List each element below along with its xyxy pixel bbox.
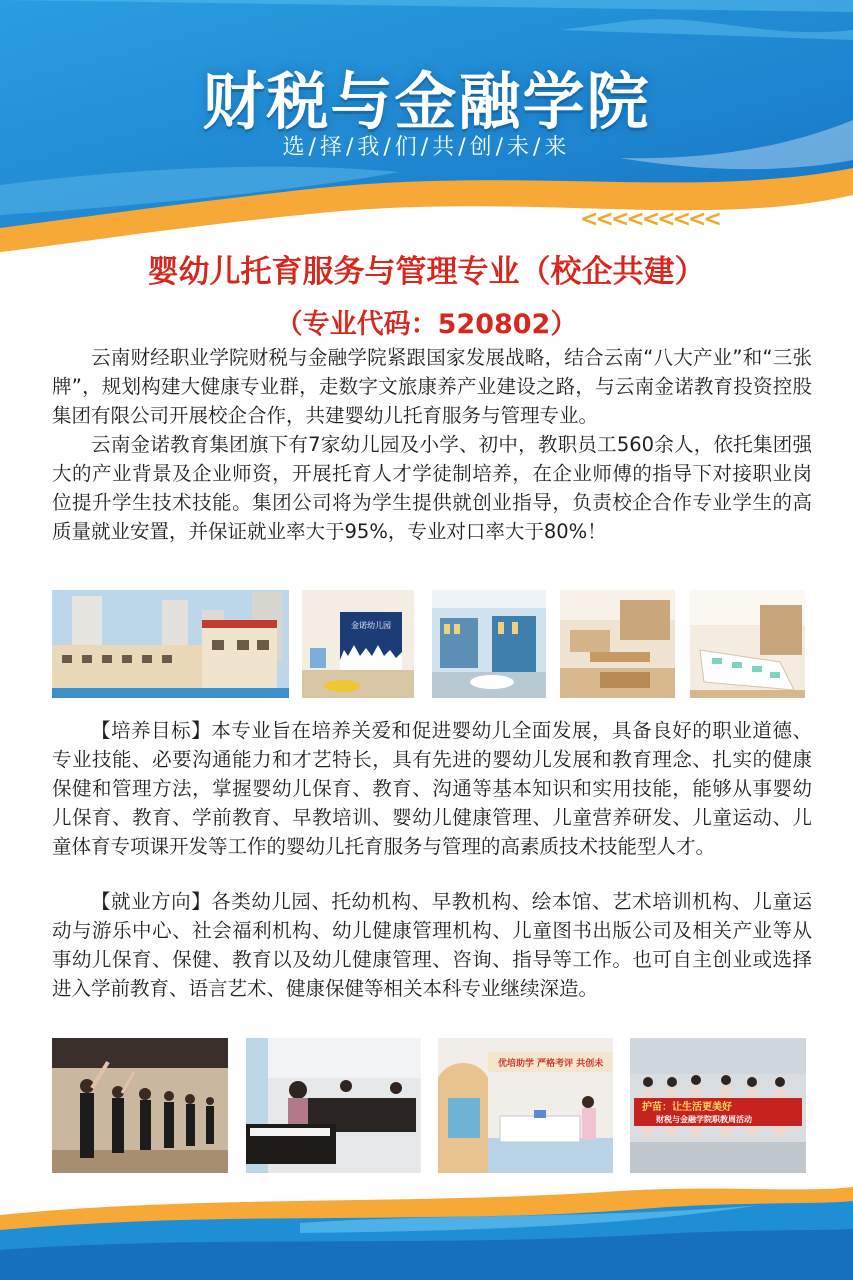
- kindergarten-sign: 金诺幼儿园: [351, 621, 391, 630]
- campus-building-photo: [52, 590, 289, 698]
- reading-corner-photo: [432, 590, 546, 698]
- activity-banner-line1: 护苗：让生活更美好: [642, 1102, 732, 1113]
- slogan: 选/择/我/们/共/创/未/来: [282, 135, 571, 160]
- training-goal-paragraph: [52, 716, 812, 861]
- vocational-week-activity-photo: [630, 1038, 806, 1173]
- learning-table-photo: [690, 590, 805, 698]
- dance-class-photo: [52, 1038, 228, 1173]
- intro-paragraph: 云南金诺教育集团旗下有7家幼儿园及小学、初中，教职员工560余人，依托集团强大的产业背景及企业师资，开展托育人才学徒制培养，在企业师傅的指导下对接职业岗位提升学生技术技能。集团公司将为学生提供就创业指导，负责校企合作专业学生的高质量就业安置，并保证就业率大于95%，专业对口率大于80%！: [52, 433, 812, 543]
- major-title: 婴幼儿托育服务与管理专业（校企共建）: [147, 254, 706, 290]
- activity-banner-line2: 财税与金融学院职教周活动: [656, 1115, 752, 1124]
- training-room-photo: [438, 1038, 613, 1173]
- footer-background: [0, 1175, 853, 1280]
- piano-class-photo: [246, 1038, 421, 1173]
- training-goal-text: 本专业旨在培养关爱和促进婴幼儿全面发展，具备良好的职业道德、专业技能、必要沟通能力和才艺特长，具有先进的婴幼儿发展和教育理念、扎实的健康保健和管理方法，掌握婴幼儿保育、教育、沟通等基本知识和实用技能，能够从事婴幼儿保育、教育、学前教育、早教培训、婴幼儿健康管理、儿童营养研发、儿童运动、儿童体育专项课开发等工作的婴幼儿托育服务与管理的高素质技术技能型人才。: [52, 719, 812, 858]
- training-goal-label: 【培养目标】: [91, 719, 212, 742]
- major-code: （专业代码：520802）: [275, 309, 578, 340]
- kindergarten-lobby-photo: [302, 590, 414, 698]
- chevron-decoration-icon: <<<<<<<<<: [580, 207, 719, 232]
- college-name: 财税与金融学院: [202, 65, 651, 138]
- employment-label: 【就业方向】: [91, 890, 212, 913]
- employment-paragraph: [52, 887, 812, 1003]
- classroom-banner: 优培助学 严格考评 共创未: [498, 1059, 604, 1069]
- classroom-furniture-photo: [560, 590, 675, 698]
- intro-paragraph: 云南财经职业学院财税与金融学院紧跟国家发展战略，结合云南“八大产业”和“三张牌”，规划构建大健康专业群，走数字文旅康养产业建设之路，与云南金诺教育投资控股集团有限公司开展校企合作，共建婴幼儿托育服务与管理专业。: [52, 346, 812, 427]
- employment-text: 各类幼儿园、托幼机构、早教机构、绘本馆、艺术培训机构、儿童运动与游乐中心、社会福利机构、幼儿健康管理机构、儿童图书出版公司及相关产业等从事幼儿保育、保健、教育以及幼儿健康管理、咨询、指导等工作。也可自主创业或选择进入学前教育、语言艺术、健康保健等相关本科专业继续深造。: [52, 890, 812, 1000]
